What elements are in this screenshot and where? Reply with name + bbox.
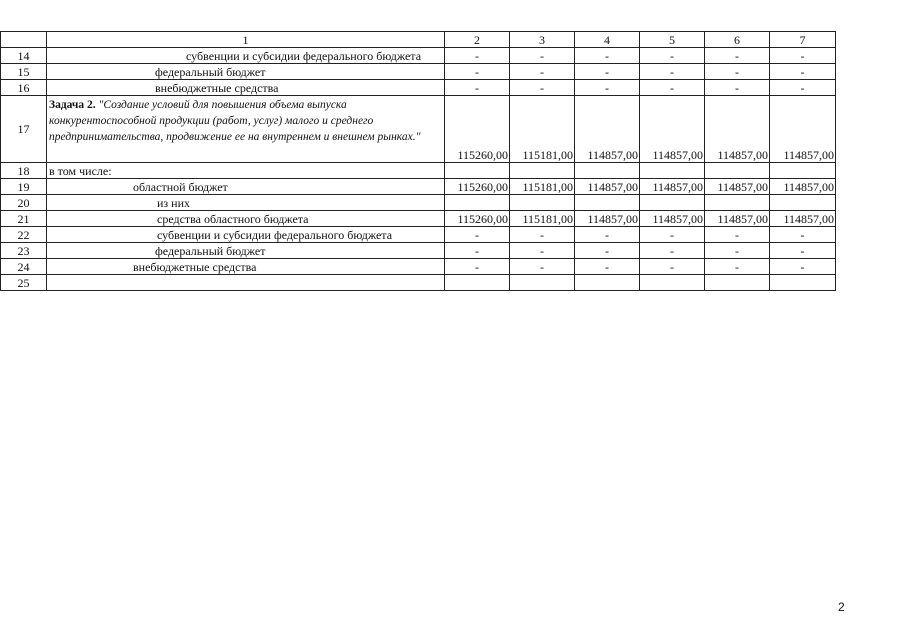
table-row — [1, 227, 836, 243]
value-cell — [640, 163, 705, 179]
row-description: субвенции и субсидии федерального бюджета — [47, 227, 445, 243]
value-cell — [575, 163, 640, 179]
task-text: "Создание условий для повышения объема выпуска конкурентоспособной продукции (работ, услуг) малого и среднего предпринимательства, продвижение ее на внутреннем и внешнем рынках." — [49, 99, 421, 143]
value-cell: 114857,00 — [640, 211, 705, 227]
row-description — [47, 275, 445, 291]
value-cell — [510, 163, 575, 179]
value-cell: 114857,00 — [705, 179, 770, 195]
value-cell: 114857,00 — [575, 96, 640, 163]
row-description: областной бюджет — [47, 179, 445, 195]
header-cell: 2 — [445, 32, 510, 48]
table-row — [1, 80, 836, 96]
value-cell: 115260,00 — [445, 96, 510, 163]
header-blank-cell — [1, 32, 47, 48]
value-cell: 114857,00 — [705, 96, 770, 163]
value-cell: 115260,00 — [445, 211, 510, 227]
value-cell: 114857,00 — [640, 179, 705, 195]
value-cell: 114857,00 — [705, 211, 770, 227]
value-cell: 115181,00 — [510, 179, 575, 195]
value-cell — [705, 275, 770, 291]
header-cell: 7 — [770, 32, 836, 48]
value-cell: - — [575, 259, 640, 275]
value-cell — [770, 163, 836, 179]
row-number: 17 — [1, 96, 47, 163]
value-cell: - — [510, 243, 575, 259]
value-cell: - — [510, 80, 575, 96]
value-cell — [640, 275, 705, 291]
task-label: Задача 2. — [49, 99, 96, 111]
value-cell — [510, 195, 575, 211]
value-cell: - — [705, 227, 770, 243]
row-number: 18 — [1, 163, 47, 179]
row-description: из них — [47, 195, 445, 211]
row-number: 20 — [1, 195, 47, 211]
table-row — [1, 163, 836, 179]
row-description: в том числе: — [47, 163, 445, 179]
value-cell: 115181,00 — [510, 96, 575, 163]
value-cell: - — [640, 243, 705, 259]
value-cell: - — [640, 48, 705, 64]
value-cell: 114857,00 — [770, 179, 836, 195]
value-cell: - — [770, 80, 836, 96]
page-number: 2 — [838, 600, 845, 614]
value-cell: - — [510, 64, 575, 80]
row-number: 14 — [1, 48, 47, 64]
value-cell: - — [705, 259, 770, 275]
value-cell — [445, 275, 510, 291]
value-cell: - — [705, 64, 770, 80]
value-cell: - — [445, 243, 510, 259]
row-number: 24 — [1, 259, 47, 275]
value-cell — [770, 195, 836, 211]
value-cell — [445, 195, 510, 211]
row-number: 23 — [1, 243, 47, 259]
header-cell: 4 — [575, 32, 640, 48]
row-description: внебюджетные средства — [47, 80, 445, 96]
value-cell: - — [770, 227, 836, 243]
value-cell: - — [770, 259, 836, 275]
value-cell: - — [445, 227, 510, 243]
value-cell — [575, 275, 640, 291]
value-cell: - — [770, 243, 836, 259]
task-row — [1, 96, 836, 163]
budget-table — [0, 31, 836, 291]
row-number: 21 — [1, 211, 47, 227]
header-cell: 3 — [510, 32, 575, 48]
value-cell: 114857,00 — [640, 96, 705, 163]
value-cell — [705, 195, 770, 211]
row-number: 19 — [1, 179, 47, 195]
value-cell: 114857,00 — [770, 96, 836, 163]
value-cell — [640, 195, 705, 211]
header-cell: 6 — [705, 32, 770, 48]
value-cell: 115181,00 — [510, 211, 575, 227]
value-cell: - — [640, 64, 705, 80]
value-cell: - — [705, 48, 770, 64]
row-number: 25 — [1, 275, 47, 291]
task-description — [47, 96, 445, 163]
table-row — [1, 259, 836, 275]
value-cell: - — [640, 259, 705, 275]
value-cell: - — [575, 48, 640, 64]
table-header-row — [1, 32, 836, 48]
row-description: федеральный бюджет — [47, 243, 445, 259]
value-cell: 114857,00 — [575, 179, 640, 195]
value-cell: - — [705, 80, 770, 96]
table-row — [1, 211, 836, 227]
value-cell: 115260,00 — [445, 179, 510, 195]
value-cell — [770, 275, 836, 291]
value-cell: - — [445, 80, 510, 96]
value-cell: - — [770, 64, 836, 80]
value-cell: 114857,00 — [575, 211, 640, 227]
value-cell: - — [640, 80, 705, 96]
header-cell: 5 — [640, 32, 705, 48]
value-cell: - — [510, 48, 575, 64]
table-row — [1, 195, 836, 211]
value-cell: - — [510, 227, 575, 243]
value-cell — [575, 195, 640, 211]
value-cell: - — [575, 227, 640, 243]
value-cell: - — [575, 80, 640, 96]
header-cell: 1 — [47, 32, 445, 48]
value-cell: - — [445, 259, 510, 275]
value-cell: - — [445, 48, 510, 64]
row-description: субвенции и субсидии федерального бюджета — [47, 48, 445, 64]
value-cell: - — [705, 243, 770, 259]
table-row — [1, 243, 836, 259]
value-cell: - — [640, 227, 705, 243]
table-row — [1, 48, 836, 64]
row-number: 22 — [1, 227, 47, 243]
row-number: 15 — [1, 64, 47, 80]
value-cell — [445, 163, 510, 179]
table-row — [1, 179, 836, 195]
value-cell: - — [575, 243, 640, 259]
value-cell: - — [445, 64, 510, 80]
table-row — [1, 275, 836, 291]
value-cell — [705, 163, 770, 179]
table-row — [1, 64, 836, 80]
row-description: внебюджетные средства — [47, 259, 445, 275]
row-description: федеральный бюджет — [47, 64, 445, 80]
value-cell: - — [770, 48, 836, 64]
value-cell — [510, 275, 575, 291]
value-cell: - — [575, 64, 640, 80]
value-cell: 114857,00 — [770, 211, 836, 227]
value-cell: - — [510, 259, 575, 275]
row-description: средства областного бюджета — [47, 211, 445, 227]
row-number: 16 — [1, 80, 47, 96]
